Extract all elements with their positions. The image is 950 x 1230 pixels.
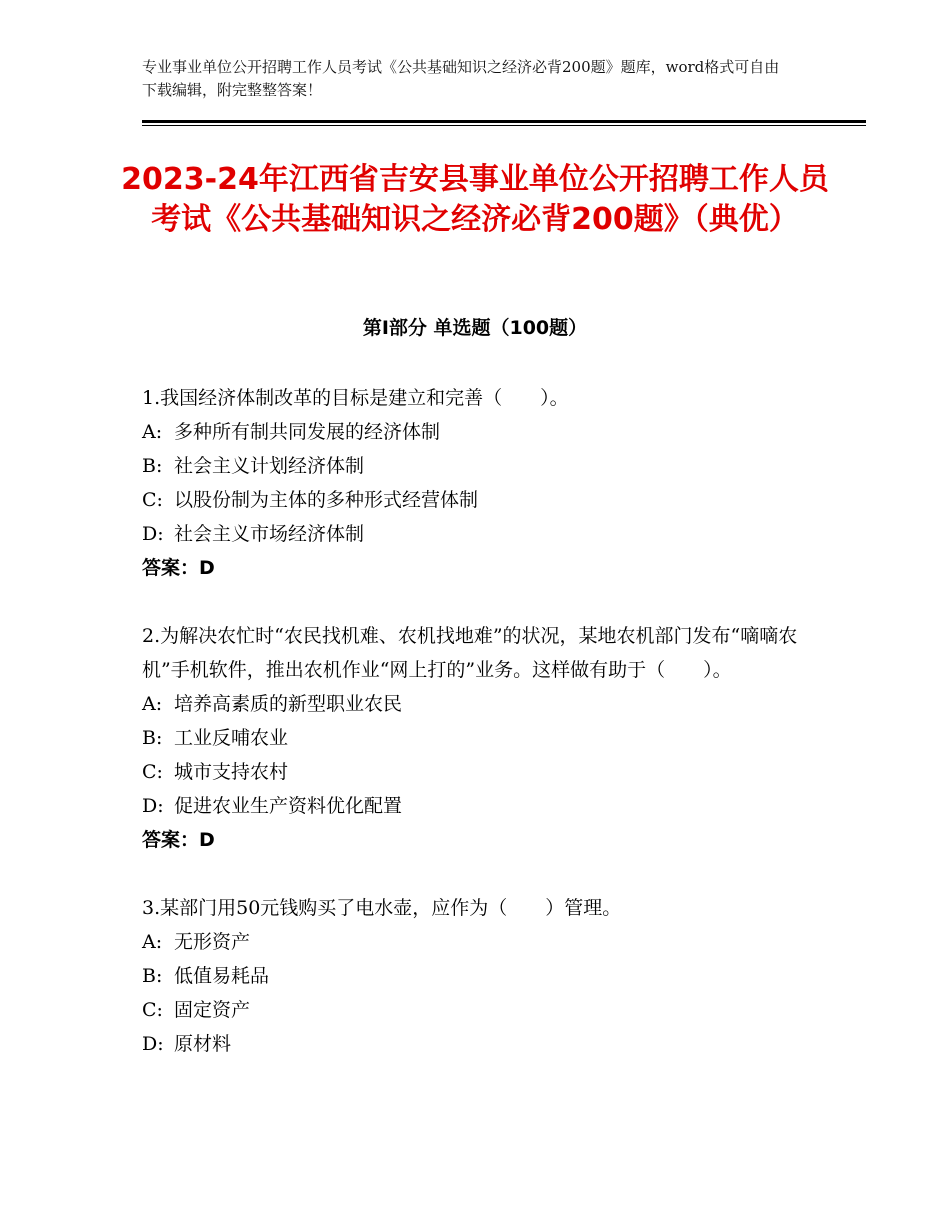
answer-line: 答案：D: [142, 829, 215, 851]
option-letter: B:: [142, 455, 163, 477]
question-stem: 3.某部门用50元钱购买了电水壶，应作为（ ）管理。: [142, 897, 622, 919]
question-stem: 1.我国经济体制改革的目标是建立和完善（ ）。: [142, 387, 569, 409]
option-text: 低值易耗品: [174, 965, 270, 987]
option-text: 培养高素质的新型职业农民: [174, 693, 403, 715]
option-text: 城市支持农村: [174, 761, 289, 783]
option-b: [142, 721, 822, 755]
option-letter: D:: [142, 523, 164, 545]
option-letter: C:: [142, 761, 163, 783]
header-rule-thin: [142, 125, 866, 126]
option-d: [142, 517, 822, 551]
option-letter: A:: [142, 931, 163, 953]
option-letter: D:: [142, 795, 164, 817]
option-letter: B:: [142, 965, 163, 987]
option-text: 多种所有制共同发展的经济体制: [174, 421, 441, 443]
question-1: [142, 381, 822, 585]
option-text: 社会主义市场经济体制: [174, 523, 365, 545]
option-text: 工业反哺农业: [174, 727, 289, 749]
option-letter: C:: [142, 999, 163, 1021]
option-letter: A:: [142, 421, 163, 443]
option-a: [142, 415, 822, 449]
option-b: [142, 959, 822, 993]
option-a: [142, 687, 822, 721]
section-heading: 第Ⅰ部分 单选题（100题）: [362, 317, 588, 339]
header-rule-thick: [142, 120, 866, 123]
option-text: 无形资产: [174, 931, 251, 953]
document-title: 2023-24年江西省吉安县事业单位公开招聘工作人员考试《公共基础知识之经济必背200题》（典优）: [121, 162, 829, 237]
option-text: 原材料: [174, 1033, 232, 1055]
option-c: [142, 483, 822, 517]
header-note: 专业事业单位公开招聘工作人员考试《公共基础知识之经济必背200题》题库，word格式可自由下载编辑，附完整整答案！: [142, 58, 780, 99]
option-letter: D:: [142, 1033, 164, 1055]
option-text: 固定资产: [174, 999, 251, 1021]
option-d: [142, 789, 822, 823]
question-3: [142, 891, 822, 1061]
option-d: [142, 1027, 822, 1061]
option-letter: B:: [142, 727, 163, 749]
option-letter: A:: [142, 693, 163, 715]
option-text: 促进农业生产资料优化配置: [174, 795, 403, 817]
option-b: [142, 449, 822, 483]
question-list: [142, 381, 822, 1095]
option-c: [142, 993, 822, 1027]
option-text: 社会主义计划经济体制: [174, 455, 365, 477]
option-c: [142, 755, 822, 789]
question-stem: 2.为解决农忙时“农民找机难、农机找地难”的状况，某地农机部门发布“嘀嘀农机”手机软件，推出农机作业“网上打的”业务。这样做有助于（ ）。: [142, 625, 798, 681]
answer-line: 答案：D: [142, 557, 215, 579]
option-letter: C:: [142, 489, 163, 511]
question-2: [142, 619, 822, 857]
option-text: 以股份制为主体的多种形式经营体制: [174, 489, 479, 511]
option-a: [142, 925, 822, 959]
